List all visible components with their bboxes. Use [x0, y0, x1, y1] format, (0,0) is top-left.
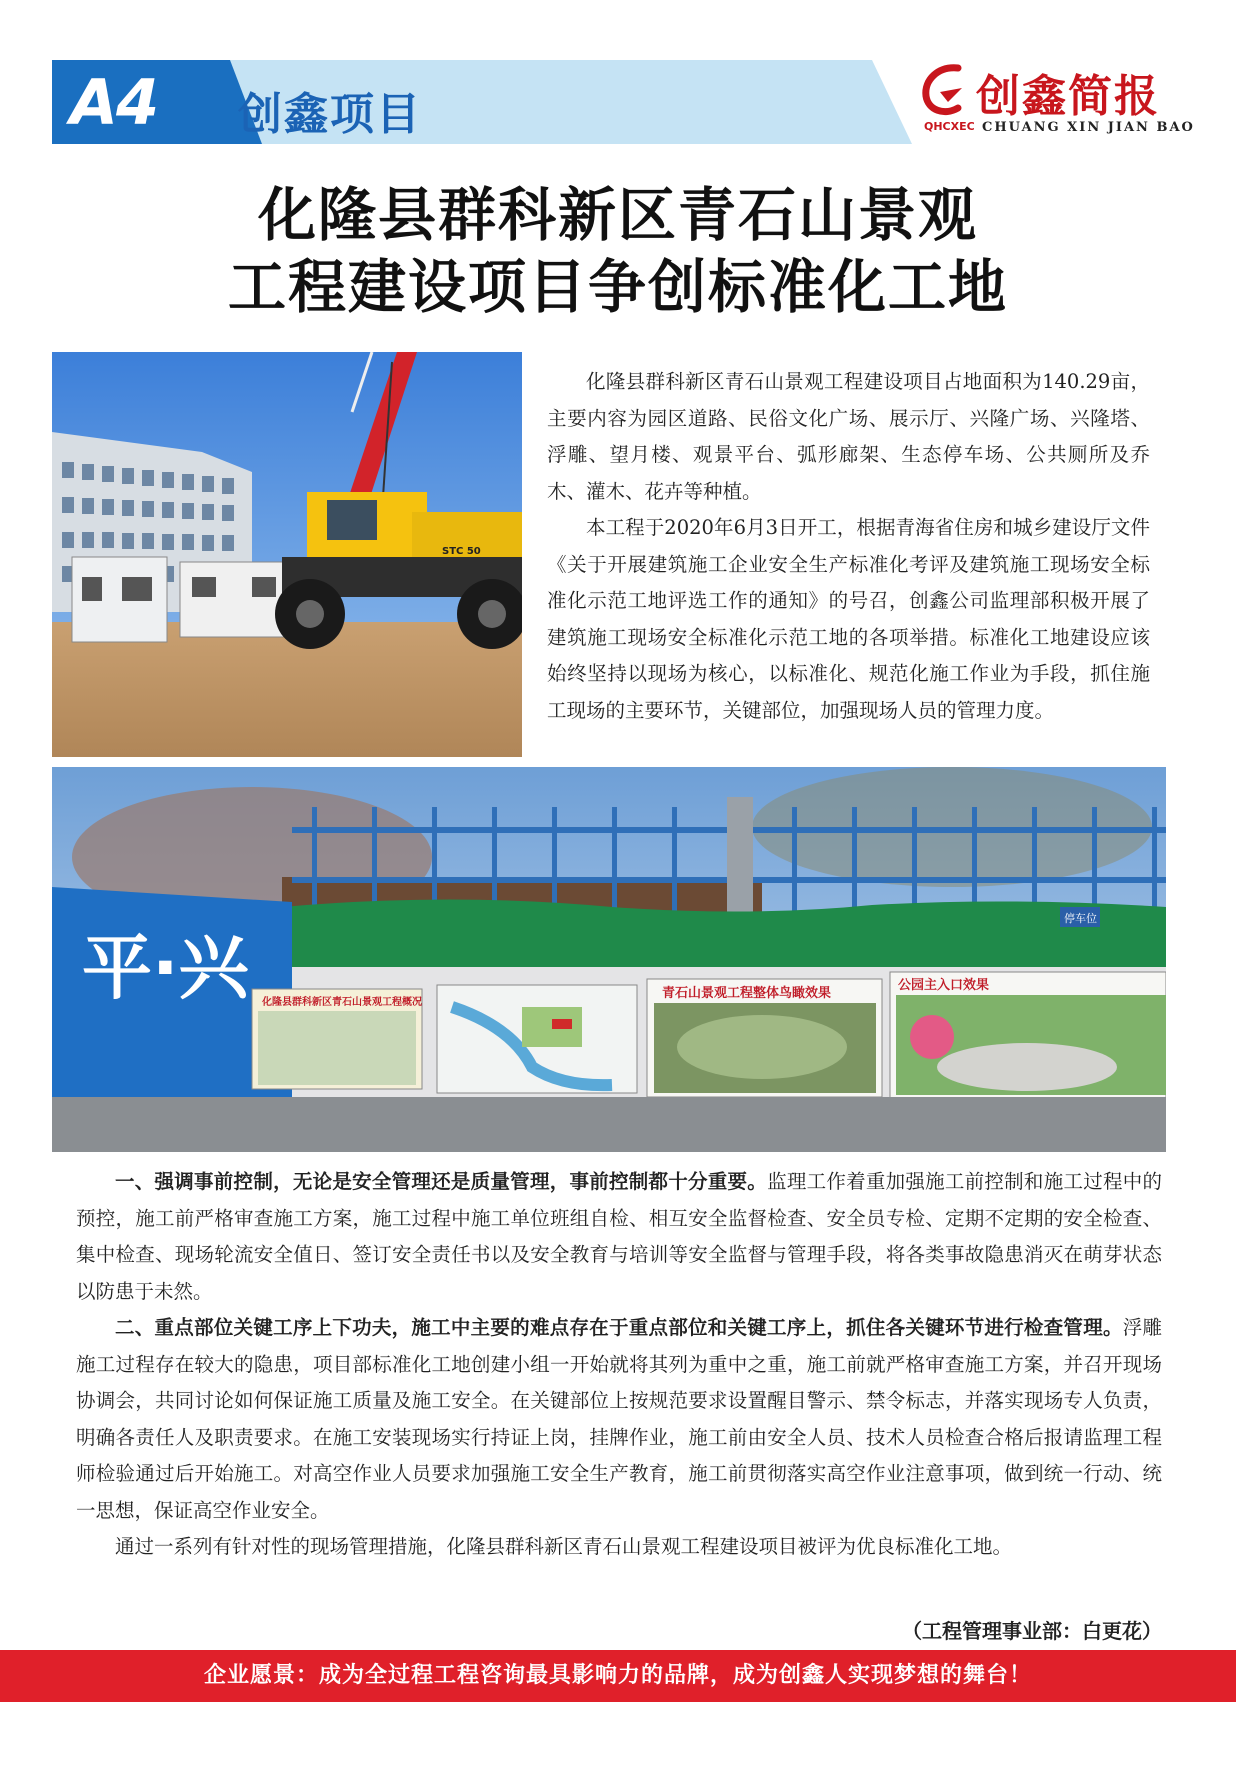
parking-sign: 停车位 — [1064, 912, 1097, 925]
body-paragraph-1 — [76, 1164, 1162, 1310]
board-4-title: 公园主入口效果 — [898, 978, 990, 993]
intro-text — [547, 364, 1150, 729]
headline-line-2: 工程建设项目争创标准化工地 — [227, 253, 1008, 321]
body-paragraph-2-text: 浮雕施工过程存在较大的隐患，项目部标准化工地创建小组一开始就将其列为重中之重，施工前就严格审查施工方案，并召开现场协调会，共同讨论如何保证施工质量及施工安全。在关键部位上按规范要求设置醒目警示、禁令标志，并落实现场专人负责，明确各责任人及职责要求。在施工安装现场实行持证上岗，挂牌作业，施工前由安全人员、技术人员检查合格后报请监理工程师检验通过后开始施工。对高空作业人员要求加强施工安全生产教育，施工前贯彻落实高空作业注意事项，做到统一行动、统一思想，保证高空作业安全。 — [76, 1316, 1162, 1522]
footer-banner-text: 企业愿景：成为全过程工程咨询最具影响力的品牌，成为创鑫人实现梦想的舞台！ — [203, 1663, 1032, 1688]
section-title: 创鑫项目 — [238, 89, 422, 140]
photo-site-boards — [52, 767, 1166, 1152]
intro-paragraph-2: 本工程于2020年6月3日开工，根据青海省住房和城乡建设厅文件《关于开展建筑施工企业安全生产标准化考评及建筑施工现场安全标准化示范工地评选工作的通知》的号召，创鑫公司监理部积极开展了建筑施工现场安全标准化示范工地的各项举措。标准化工地建设应该始终坚持以现场为核心，以标准化、规范化施工作业为手段，抓住施工现场的主要环节，关键部位，加强现场人员的管理力度。 — [547, 516, 1150, 722]
headline-line-1: 化隆县群科新区青石山景观 — [257, 181, 978, 249]
page-number: A4 — [70, 66, 158, 139]
board-3-title: 青石山景观工程整体鸟瞰效果 — [662, 986, 832, 1001]
body-paragraph-3: 通过一系列有针对性的现场管理措施，化隆县群科新区青石山景观工程建设项目被评为优良标准化工地。 — [115, 1535, 1013, 1558]
board-1-title: 化隆县群科新区青石山景观工程概况 — [262, 997, 422, 1008]
photo-crane — [52, 352, 522, 757]
logo-abbr: QHCXEC — [924, 120, 975, 133]
body-text — [76, 1164, 1162, 1566]
crane-label: STC 50 — [442, 546, 481, 557]
byline: （工程管理事业部：白更花） — [902, 1619, 1162, 1643]
body-paragraph-2 — [76, 1310, 1162, 1529]
body-paragraph-1-text: 监理工作着重加强施工前控制和施工过程中的预控，施工前严格审查施工方案，施工过程中施工单位班组自检、相互安全监督检查、安全员专检、定期不定期的安全检查、集中检查、现场轮流安全值日、签订安全责任书以及安全教育与培训等安全监督与管理手段，将各类事故隐患消灭在萌芽状态以防患于未然。 — [76, 1170, 1162, 1303]
intro-paragraph-1: 化隆县群科新区青石山景观工程建设项目占地面积为140.29亩，主要内容为园区道路、民俗文化广场、展示厅、兴隆广场、兴隆塔、浮雕、望月楼、观景平台、弧形廊架、生态停车场、公共厕所及乔木、灌木、花卉等种植。 — [547, 370, 1150, 503]
wall-text: 平·兴 — [82, 927, 249, 1009]
body-paragraph-2-lead: 二、重点部位关键工序上下功夫，施工中主要的难点存在于重点部位和关键工序上，抓住各关键环节进行检查管理。 — [115, 1316, 1123, 1339]
logo-mark-icon — [918, 62, 976, 118]
logo-pinyin: CHUANG XIN JIAN BAO — [982, 120, 1195, 135]
logo-text: 创鑫简报 — [976, 71, 1160, 122]
body-paragraph-1-lead: 一、强调事前控制，无论是安全管理还是质量管理，事前控制都十分重要。 — [115, 1170, 768, 1193]
